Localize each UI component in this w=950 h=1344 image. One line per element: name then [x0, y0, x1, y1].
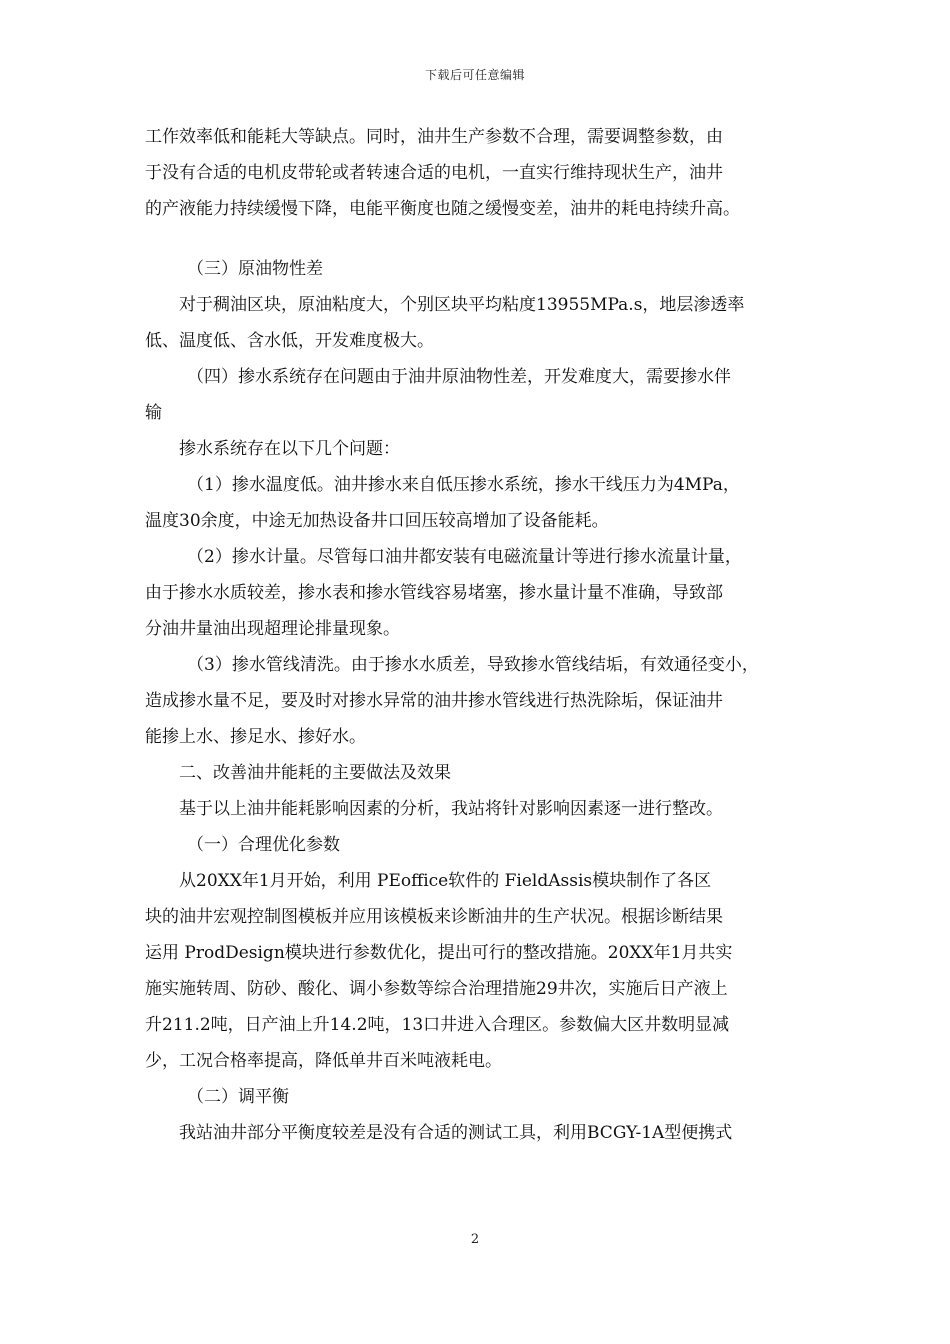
page-number: 2 — [470, 1232, 480, 1247]
paragraph — [145, 467, 810, 539]
text-line: 施实施转周、防砂、酸化、调小参数等综合治理措施29井次，实施后日产液上 — [145, 979, 728, 999]
paragraph — [145, 863, 810, 1079]
text-line: 二、改善油井能耗的主要做法及效果 — [179, 763, 451, 783]
text-line: （一）合理优化参数 — [187, 835, 340, 855]
document-body — [145, 119, 810, 1151]
paragraph — [145, 1115, 810, 1151]
text-line: 于没有合适的电机皮带轮或者转速合适的电机，一直实行维持现状生产，油井 — [145, 163, 723, 183]
text-line: （二）调平衡 — [187, 1087, 289, 1107]
text-line: 掺水系统存在以下几个问题： — [179, 439, 400, 459]
paragraph — [145, 359, 810, 431]
text-line: 工作效率低和能耗大等缺点。同时，油井生产参数不合理，需要调整参数，由 — [145, 127, 723, 147]
text-line: 的产液能力持续缓慢下降，电能平衡度也随之缓慢变差，油井的耗电持续升高。 — [145, 199, 740, 219]
text-line: 由于掺水水质较差，掺水表和掺水管线容易堵塞，掺水量计量不准确，导致部 — [145, 583, 723, 603]
paragraph — [145, 791, 810, 827]
text-line: （3）掺水管线清洗。由于掺水水质差，导致掺水管线结垢，有效通径变小， — [187, 655, 759, 675]
section-heading — [145, 251, 810, 287]
text-line: 对于稠油区块，原油粘度大，个别区块平均粘度13955MPa.s，地层渗透率 — [179, 295, 745, 315]
section-heading — [145, 1079, 810, 1115]
text-line: 温度30余度，中途无加热设备井口回压较高增加了设备能耗。 — [145, 511, 609, 531]
text-line: 少，工况合格率提高，降低单井百米吨液耗电。 — [145, 1051, 502, 1071]
paragraph — [145, 287, 810, 359]
text-line: 输 — [145, 403, 162, 423]
text-line: 块的油井宏观控制图模板并应用该模板来诊断油井的生产状况。根据诊断结果 — [145, 907, 723, 927]
paragraph — [145, 647, 810, 755]
text-line: （三）原油物性差 — [187, 259, 323, 279]
text-line: 从20XX年1月开始，利用 PEoffice软件的 FieldAssis模块制作了各区 — [179, 871, 712, 891]
text-line: 能掺上水、掺足水、掺好水。 — [145, 727, 366, 747]
paragraph — [145, 431, 810, 467]
page-header: 下载后可任意编辑 — [424, 68, 525, 82]
text-line: 运用 ProdDesign模块进行参数优化，提出可行的整改措施。20XX年1月共实 — [145, 943, 733, 963]
text-line: 升211.2吨，日产油上升14.2吨，13口井进入合理区。参数偏大区井数明显减 — [145, 1015, 730, 1035]
section-heading — [145, 827, 810, 863]
text-line: 我站油井部分平衡度较差是没有合适的测试工具，利用BCGY-1A型便携式 — [179, 1123, 733, 1143]
text-line: 基于以上油井能耗影响因素的分析，我站将针对影响因素逐一进行整改。 — [179, 799, 723, 819]
text-line: （1）掺水温度低。油井掺水来自低压掺水系统，掺水干线压力为4MPa， — [187, 475, 740, 495]
text-line: 低、温度低、含水低，开发难度极大。 — [145, 331, 434, 351]
paragraph — [145, 119, 810, 227]
section-heading — [145, 755, 810, 791]
text-line: （2）掺水计量。尽管每口油井都安装有电磁流量计等进行掺水流量计量， — [187, 547, 742, 567]
paragraph — [145, 539, 810, 647]
text-line: （四）掺水系统存在问题由于油井原油物性差，开发难度大，需要掺水伴 — [187, 367, 731, 387]
text-line: 分油井量油出现超理论排量现象。 — [145, 619, 400, 639]
text-line: 造成掺水量不足，要及时对掺水异常的油井掺水管线进行热洗除垢，保证油井 — [145, 691, 723, 711]
